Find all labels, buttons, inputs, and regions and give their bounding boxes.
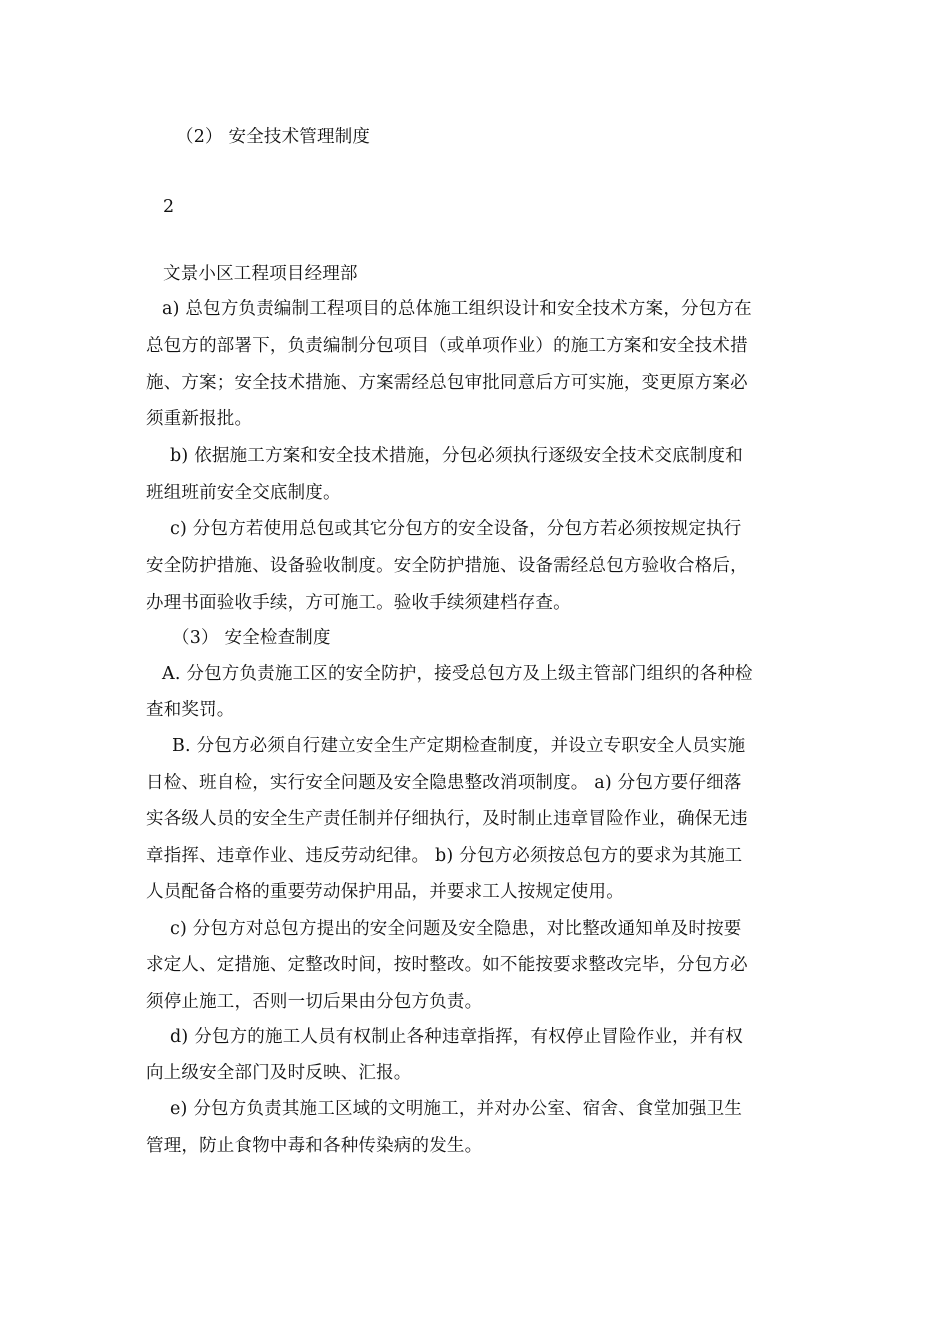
paragraph-c2-line: 须停止施工，否则一切后果由分包方负责。 [146,992,483,1012]
paragraph-a-line: 须重新报批。 [146,409,253,429]
paragraph-B-line: 人员配备合格的重要劳动保护用品，并要求工人按规定使用。 [146,882,624,902]
paragraph-d-line: 向上级安全部门及时反映、汇报。 [146,1063,412,1083]
section-heading-3: （3） 安全检查制度 [172,628,331,648]
document-header: 文景小区工程项目经理部 [163,264,358,284]
paragraph-B-line: 章指挥、违章作业、违反劳动纪律。 b) 分包方必须按总包方的要求为其施工 [146,846,743,866]
section-heading-2: （2） 安全技术管理制度 [176,127,371,147]
paragraph-a-line: 施、方案；安全技术措施、方案需经总包审批同意后方可实施，变更原方案必 [146,373,748,393]
paragraph-c2-line: 求定人、定措施、定整改时间，按时整改。如不能按要求整改完毕，分包方必 [146,955,748,975]
paragraph-B-line: B. 分包方必须自行建立安全生产定期检查制度，并设立专职安全人员实施 [172,736,746,756]
paragraph-A-line: 查和奖罚。 [146,700,235,720]
paragraph-B-line: 实各级人员的安全生产责任制并仔细执行，及时制止违章冒险作业，确保无违 [146,809,748,829]
paragraph-a-line: 总包方的部署下，负责编制分包项目（或单项作业）的施工方案和安全技术措 [146,336,748,356]
paragraph-d-line: d) 分包方的施工人员有权制止各种违章指挥，有权停止冒险作业，并有权 [170,1027,743,1047]
paragraph-c-line: c) 分包方若使用总包或其它分包方的安全设备，分包方若必须按规定执行 [170,519,742,539]
paragraph-A-line: A. 分包方负责施工区的安全防护，接受总包方及上级主管部门组织的各种检 [162,664,753,684]
paragraph-c-line: 安全防护措施、设备验收制度。安全防护措施、设备需经总包方验收合格后， [146,556,748,576]
paragraph-c2-line: c) 分包方对总包方提出的安全问题及安全隐患，对比整改通知单及时按要 [170,919,742,939]
paragraph-e-line: e) 分包方负责其施工区域的文明施工，并对办公室、宿舍、食堂加强卫生 [170,1099,743,1119]
paragraph-b-line: 班组班前安全交底制度。 [146,483,341,503]
paragraph-e-line: 管理，防止食物中毒和各种传染病的发生。 [146,1136,483,1156]
page-number: 2 [163,197,175,217]
paragraph-b-line: b) 依据施工方案和安全技术措施，分包必须执行逐级安全技术交底制度和 [170,446,743,466]
paragraph-B-line: 日检、班自检，实行安全问题及安全隐患整改消项制度。 a) 分包方要仔细落 [146,773,742,793]
paragraph-a-line: a) 总包方负责编制工程项目的总体施工组织设计和安全技术方案，分包方在 [162,299,752,319]
paragraph-c-line: 办理书面验收手续，方可施工。验收手续须建档存查。 [146,593,571,613]
